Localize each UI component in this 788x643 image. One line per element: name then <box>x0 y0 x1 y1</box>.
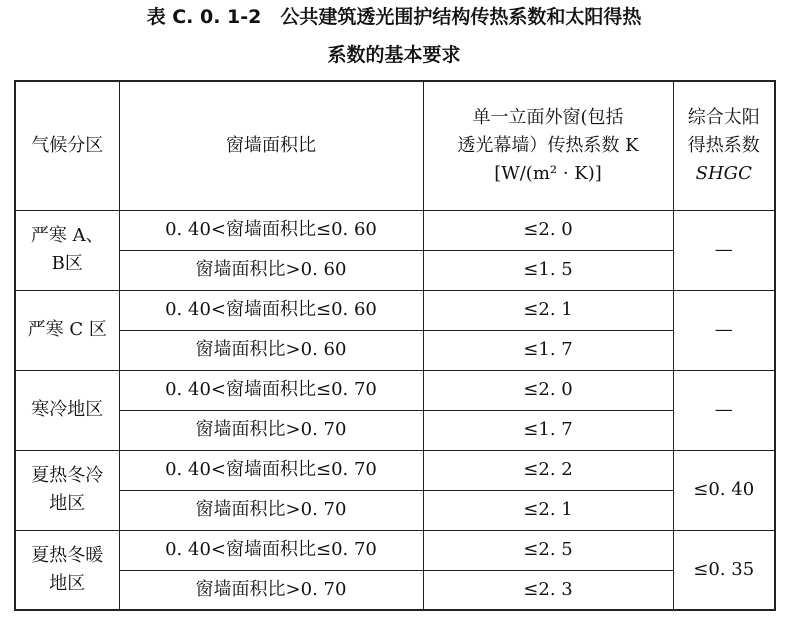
table-row <box>15 290 775 330</box>
k-cell: ≤2. 0 <box>423 210 673 250</box>
ratio-cell: 窗墙面积比>0. 70 <box>119 570 423 610</box>
k-cell: ≤2. 5 <box>423 530 673 570</box>
zone-label-line1: 夏热冬暖 <box>31 544 104 566</box>
zone-label-line2: 地区 <box>49 493 86 514</box>
header-k-line3: [W/(m² · K)] <box>494 162 602 184</box>
k-cell: ≤2. 1 <box>423 290 673 330</box>
ratio-cell: 0. 40<窗墙面积比≤0. 60 <box>119 210 423 250</box>
ratio-cell: 0. 40<窗墙面积比≤0. 60 <box>119 290 423 330</box>
header-k <box>423 81 673 210</box>
table-row <box>15 570 775 610</box>
k-cell: ≤1. 7 <box>423 410 673 450</box>
shgc-cell: — <box>673 290 775 370</box>
header-ratio: 窗墙面积比 <box>119 81 423 210</box>
header-k-line1: 单一立面外窗(包括 <box>472 106 624 128</box>
zone-label-line1: 严寒 C 区 <box>27 319 107 340</box>
ratio-cell: 0. 40<窗墙面积比≤0. 70 <box>119 450 423 490</box>
shgc-cell: — <box>673 370 775 450</box>
zone-cell <box>15 450 119 530</box>
k-cell: ≤2. 1 <box>423 490 673 530</box>
header-shgc-line2: 得热系数 <box>687 134 760 156</box>
table-title-line1: 表 C. 0. 1-2 公共建筑透光围护结构传热系数和太阳得热 <box>146 6 642 28</box>
table-row <box>15 210 775 250</box>
k-cell: ≤2. 3 <box>423 570 673 610</box>
k-cell: ≤2. 2 <box>423 450 673 490</box>
k-cell: ≤1. 7 <box>423 330 673 370</box>
k-cell: ≤2. 0 <box>423 370 673 410</box>
ratio-cell: 0. 40<窗墙面积比≤0. 70 <box>119 530 423 570</box>
table-row <box>15 450 775 490</box>
shgc-cell: ≤0. 40 <box>673 450 775 530</box>
table-row <box>15 490 775 530</box>
zone-cell <box>15 370 119 450</box>
ratio-cell: 0. 40<窗墙面积比≤0. 70 <box>119 370 423 410</box>
header-k-line2: 透光幕墙）传热系数 K <box>457 134 639 156</box>
k-cell: ≤1. 5 <box>423 250 673 290</box>
shgc-cell: — <box>673 210 775 290</box>
ratio-cell: 窗墙面积比>0. 70 <box>119 490 423 530</box>
zone-cell <box>15 290 119 370</box>
zone-cell <box>15 530 119 610</box>
table-row <box>15 530 775 570</box>
zone-label-line2: 地区 <box>49 572 86 594</box>
requirements-table <box>14 80 776 611</box>
header-zone: 气候分区 <box>15 81 119 210</box>
ratio-cell: 窗墙面积比>0. 60 <box>119 330 423 370</box>
zone-label-line2: B区 <box>51 253 83 274</box>
table-row <box>15 410 775 450</box>
table-row <box>15 370 775 410</box>
table-title-line2: 系数的基本要求 <box>327 44 461 66</box>
header-shgc-line1: 综合太阳 <box>687 106 760 128</box>
table-row <box>15 250 775 290</box>
ratio-cell: 窗墙面积比>0. 70 <box>119 410 423 450</box>
header-shgc-line3: SHGC <box>695 162 752 184</box>
header-row <box>15 81 775 210</box>
ratio-cell: 窗墙面积比>0. 60 <box>119 250 423 290</box>
header-shgc <box>673 81 775 210</box>
zone-label-line1: 寒冷地区 <box>31 399 104 420</box>
zone-cell <box>15 210 119 290</box>
shgc-cell: ≤0. 35 <box>673 530 775 610</box>
zone-label-line1: 严寒 A、 <box>30 225 104 246</box>
zone-label-line1: 夏热冬冷 <box>31 465 104 486</box>
table-row <box>15 330 775 370</box>
